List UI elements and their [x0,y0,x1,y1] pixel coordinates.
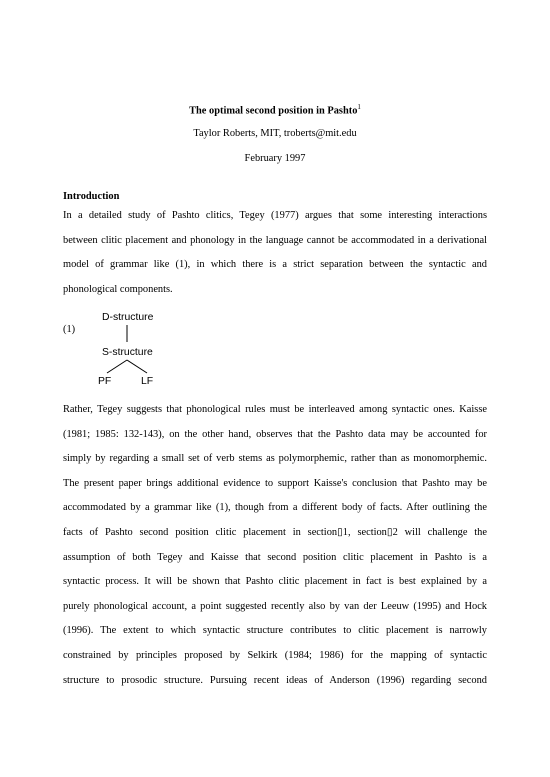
text-line: accommodated by a grammar like (1), though from a different body of facts. After outlining the [63,502,487,514]
text-line: syntactic process. It will be shown that Pashto clitic placement in fact is best explained by a [63,576,487,588]
text-line: assumption of both Tegey and Kaisse that second position clitic placement in Pashto is a [63,551,487,563]
title-footnote-marker: 1 [357,103,361,111]
edge-s-to-lf [127,360,147,373]
section-heading: Introduction [63,191,120,202]
text-line: between clitic placement and phonology in the language cannot be accommodated in a derivational [63,234,487,246]
paragraph-main [63,398,487,693]
node-pf: PF [98,376,112,387]
text-line: facts of Pashto second position clitic placement in section▯1, section▯2 will challenge the [63,526,487,538]
grammar-model-diagram [90,300,210,390]
node-lf: LF [141,376,154,387]
text-line: (1981; 1985: 132-143), on the other hand, observes that the Pashto data may be accounted for [63,428,487,440]
text-line: The present paper brings additional evidence to support Kaisse's conclusion that Pashto may be [63,477,487,489]
paragraph-intro [63,204,487,302]
example-number: (1) [63,324,76,335]
author-line: Taylor Roberts, MIT, troberts@mit.edu [193,128,357,139]
text-line: phonological components. [63,283,173,295]
paper-title-text: The optimal second position in Pashto [189,105,358,117]
text-line: purely phonological account, a point suggested recently also by van der Leeuw (1995) and Hock [63,600,487,612]
node-s-structure: S-structure [102,347,153,358]
text-line: (1996). The extent to which syntactic structure contributes to clitic placement is narrowly [63,625,487,637]
text-line: Rather, Tegey suggests that phonological rules must be interleaved among syntactic ones. Kaisse [63,404,487,415]
text-line: constrained by principles proposed by Selkirk (1984; 1986) for the mapping of syntactic [63,649,487,661]
node-d-structure: D-structure [102,312,154,323]
paper-date: February 1997 [244,153,306,164]
paper-title [0,103,550,116]
text-line: simply by regarding a small set of verb stems as polymorphemic, rather than as monomorphemic. [63,453,487,465]
text-line: model of grammar like (1), in which there is a strict separation between the syntactic and [63,259,487,271]
edge-s-to-pf [107,360,127,373]
text-line: In a detailed study of Pashto clitics, Tegey (1977) argues that some interesting interactions [63,210,487,221]
text-line: structure to prosodic structure. Pursuing recent ideas of Anderson (1996) regarding second [63,674,487,686]
